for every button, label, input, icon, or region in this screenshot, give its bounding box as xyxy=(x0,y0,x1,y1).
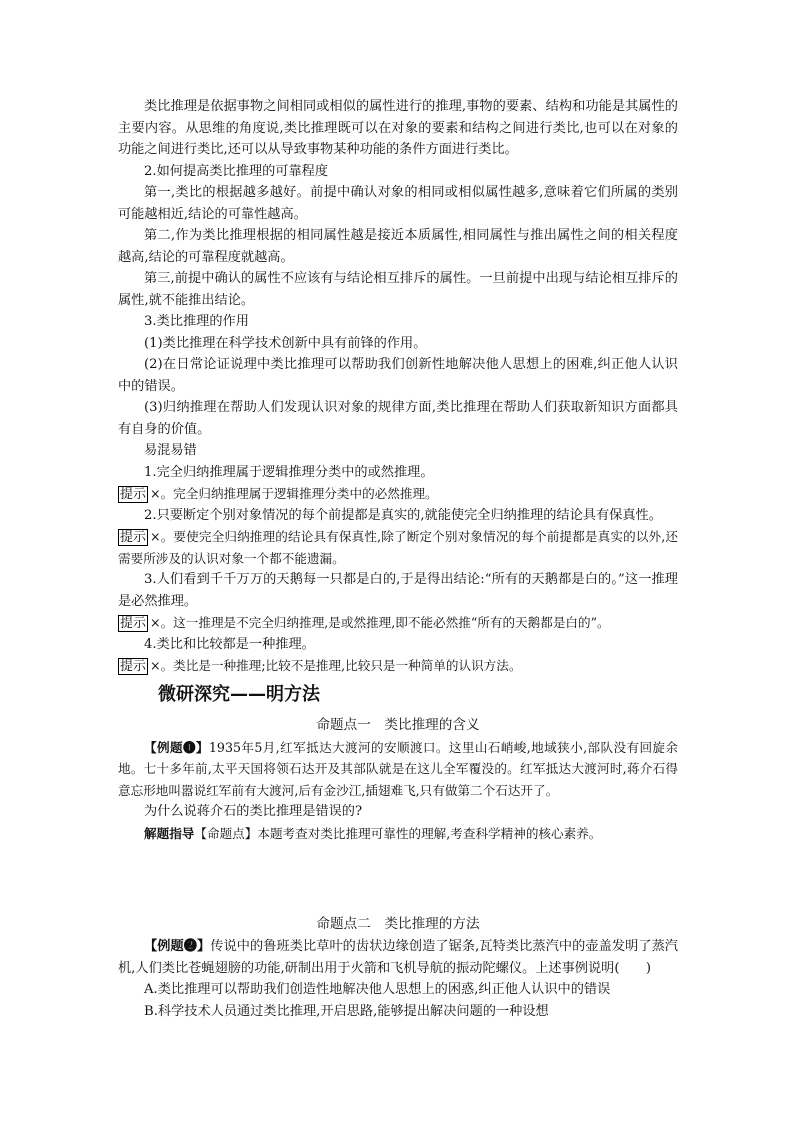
proposition-point-2-title: 命题点二 类比推理的方法 xyxy=(316,916,480,932)
paragraph-third: 第三,前提中确认的属性不应该有与结论相互排斥的属性。一旦前提中出现与结论相互排斥的属性,就不能推出结论。 xyxy=(118,271,678,308)
tip-box: 提示 xyxy=(120,616,147,631)
heading-reliability: 2.如何提高类比推理的可靠程度 xyxy=(144,163,329,179)
example-1-text: 1935年5月,红军抵达大渡河的安顺渡口。这里山石峭峻,地域狭小,部队没有回旋余地。七十多年前,太平天国将领石达开及其部队就是在这儿全军覆没的。红军抵达大渡河时,蒋介石得意忘形地叫嚣说红军前有大渡河,后有金沙江,插翅难飞,只有做第二个石达开了。 xyxy=(118,739,679,798)
role-item-1: (1)类比推理在科学技术创新中具有前锋的作用。 xyxy=(144,335,427,351)
answer-text: ×。类比是一种推理;比较不是推理,比较只是一种简单的认识方法。 xyxy=(150,658,522,673)
confusion-answer-2 xyxy=(118,526,678,569)
answer-text: ×。这一推理是不完全归纳推理,是或然推理,即不能必然推“所有的天鹅都是白的”。 xyxy=(150,615,610,630)
confusion-question-3: 3.人们看到千千万万的天鹅每一只都是白的,于是得出结论:“所有的天鹅都是白的。”这一推理是必然推理。 xyxy=(118,572,678,609)
option-a: A.类比推理可以帮助我们创造性地解决他人思想上的困惑,纠正他人认识中的错误 xyxy=(144,982,611,997)
paragraph-second: 第二,作为类比推理根据的相同属性越是接近本质属性,相同属性与推出属性之间的相关程度越高,结论的可靠程度就越高。 xyxy=(118,228,678,265)
confusion-answer-1 xyxy=(118,483,678,505)
role-item-3: (3)归纳推理在帮助人们发现认识对象的规律方面,类比推理在帮助人们获取新知识方面都具有自身的价值。 xyxy=(118,400,678,437)
option-b: B.科学技术人员通过类比推理,开启思路,能够提出解决问题的一种设想 xyxy=(144,1003,549,1019)
confusion-answer-4 xyxy=(118,655,678,677)
example-1-question: 为什么说蒋介石的类比推理是错误的? xyxy=(144,804,363,819)
heading-role: 3.类比推理的作用 xyxy=(144,314,249,329)
answer-space xyxy=(118,844,678,910)
example-1-guide xyxy=(118,823,678,845)
document-page xyxy=(118,96,678,1022)
guide-label: 解题指导 xyxy=(144,825,195,841)
confusion-question-2: 2.只要断定个别对象情况的每个前提都是真实的,就能使完全归纳推理的结论具有保真性。 xyxy=(144,507,662,523)
intro-paragraph: 类比推理是依据事物之间相同或相似的属性进行的推理,事物的要素、结构和功能是其属性的主要内容。从思维的角度说,类比推理既可以在对象的要素和结构之间进行类比,也可以在对象的功能之间进行类比,还可以从导致事物某种功能的条件方面进行类比。 xyxy=(118,99,678,157)
proposition-point-1-title: 命题点一 类比推理的含义 xyxy=(316,716,480,733)
tip-box: 提示 xyxy=(120,487,147,502)
example-2-label: 【例题❷】 xyxy=(144,939,211,954)
answer-text: ×。要使完全归纳推理的结论具有保真性,除了断定个别对象情况的每个前提都是真实的以外,还需要所涉及的认识对象一个都不能遗漏。 xyxy=(118,529,678,566)
section-title: 微研深究——明方法 xyxy=(158,683,320,705)
confusion-question-4: 4.类比和比较都是一种推理。 xyxy=(144,636,315,652)
confusion-question-1: 1.完全归纳推理属于逻辑推理分类中的或然推理。 xyxy=(144,464,434,480)
guide-text: 【命题点】本题考查对类比推理可靠性的理解,考查科学精神的核心素养。 xyxy=(194,825,602,841)
example-1 xyxy=(118,737,678,802)
confusion-heading: 易混易错 xyxy=(144,443,197,458)
role-item-2: (2)在日常论证说理中类比推理可以帮助我们创新性地解决他人思想上的困难,纠正他人认识中的错误。 xyxy=(118,357,678,394)
tip-box: 提示 xyxy=(120,659,147,674)
answer-text: ×。完全归纳推理属于逻辑推理分类中的必然推理。 xyxy=(150,486,438,501)
example-2 xyxy=(118,936,678,979)
paragraph-first: 第一,类比的根据越多越好。前提中确认对象的相同或相似属性越多,意味着它们所属的类别可能越相近,结论的可靠性越高。 xyxy=(118,185,678,222)
example-1-label: 【例题❶】 xyxy=(144,739,209,755)
tip-box: 提示 xyxy=(120,530,147,545)
example-2-text: 传说中的鲁班类比草叶的齿状边缘创造了锯条,瓦特类比蒸汽中的壶盖发明了蒸汽机,人们类比苍蝇翅膀的功能,研制出用于火箭和飞机导航的振动陀螺仪。上述事例说明( ) xyxy=(118,939,678,976)
confusion-answer-3 xyxy=(118,612,678,634)
